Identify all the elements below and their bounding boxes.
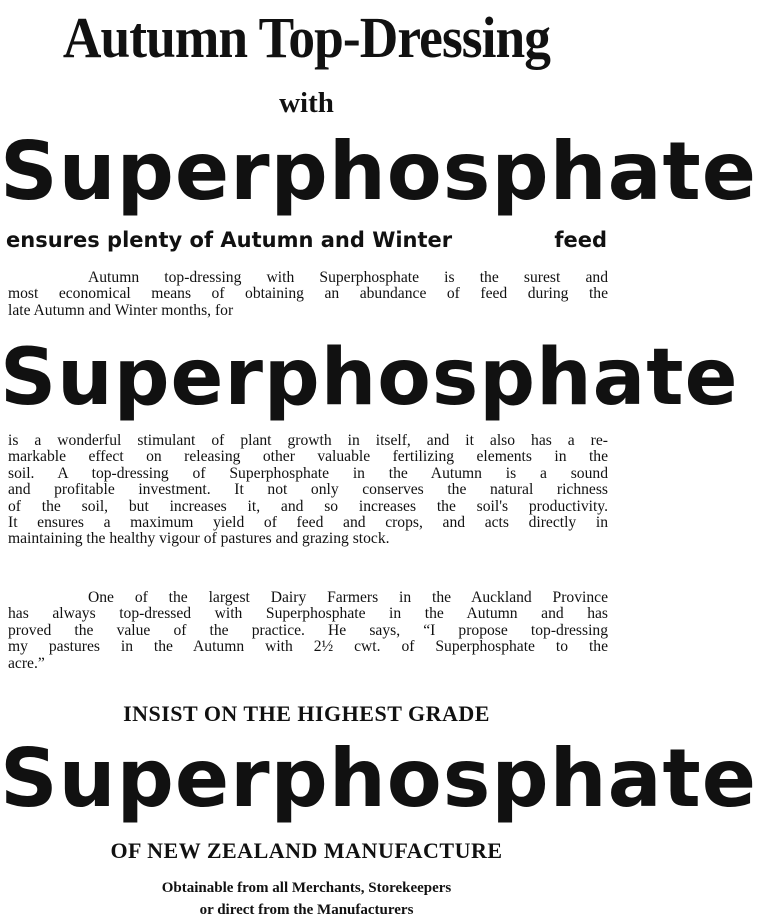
paragraph-line: markable effect on releasing other valuable fertilizing elements in the <box>8 448 608 466</box>
paragraph-intro <box>8 270 608 319</box>
paragraph-line: most economical means of obtaining an abundance of feed during the <box>8 285 608 303</box>
subheadline <box>0 226 613 254</box>
footer-line: or direct from the Manufacturers <box>199 902 414 918</box>
manufacture-heading: OF NEW ZEALAND MANUFACTURE <box>110 838 503 863</box>
brand-name-middle: Superphosphate <box>0 333 739 423</box>
footer-line: Obtainable from all Merchants, Storekeepers <box>161 880 452 896</box>
paragraph-line: is a wonderful stimulant of plant growth in itself, and it also has a re- <box>8 432 608 449</box>
paragraph-line: late Autumn and Winter months, for <box>8 301 234 319</box>
paragraph-line: my pastures in the Autumn with 2½ cwt. of Superphosphate to the <box>8 638 608 656</box>
headline: Autumn Top-Dressing <box>62 5 551 70</box>
brand-name-top: Superphosphate <box>0 125 757 218</box>
paragraph-line: Autumn top-dressing with Superphosphate is the surest and <box>88 269 608 286</box>
paragraph-line: proved the value of the practice. He says, “I propose top-dressing <box>8 621 608 639</box>
paragraph-testimonial <box>8 590 608 672</box>
paragraph-line: One of the largest Dairy Farmers in the Auckland Province <box>88 589 608 606</box>
insist-heading: INSIST ON THE HIGHEST GRADE <box>123 701 490 726</box>
paragraph-line: soil. A top-dressing of Superphosphate in the Autumn is a sound <box>8 464 608 482</box>
subheadline-end: feed <box>554 228 607 252</box>
paragraph-line: It ensures a maximum yield of feed and crops, and acts directly in <box>8 514 608 532</box>
brand-name-bottom: Superphosphate <box>0 732 757 825</box>
paragraph-line: has always top-dressed with Superphosphate in the Autumn and has <box>8 605 608 623</box>
paragraph-line: of the soil, but increases it, and so increases the soil's productivity. <box>8 497 608 515</box>
paragraph-line: maintaining the healthy vigour of pastures and grazing stock. <box>8 530 390 548</box>
paragraph-benefits <box>8 433 608 548</box>
with-text: with <box>279 87 334 119</box>
paragraph-line: and profitable investment. It not only conserves the natural richness <box>8 481 608 499</box>
subheadline-text: ensures plenty of Autumn and Winter <box>6 228 453 252</box>
paragraph-line: acre.” <box>8 654 45 672</box>
